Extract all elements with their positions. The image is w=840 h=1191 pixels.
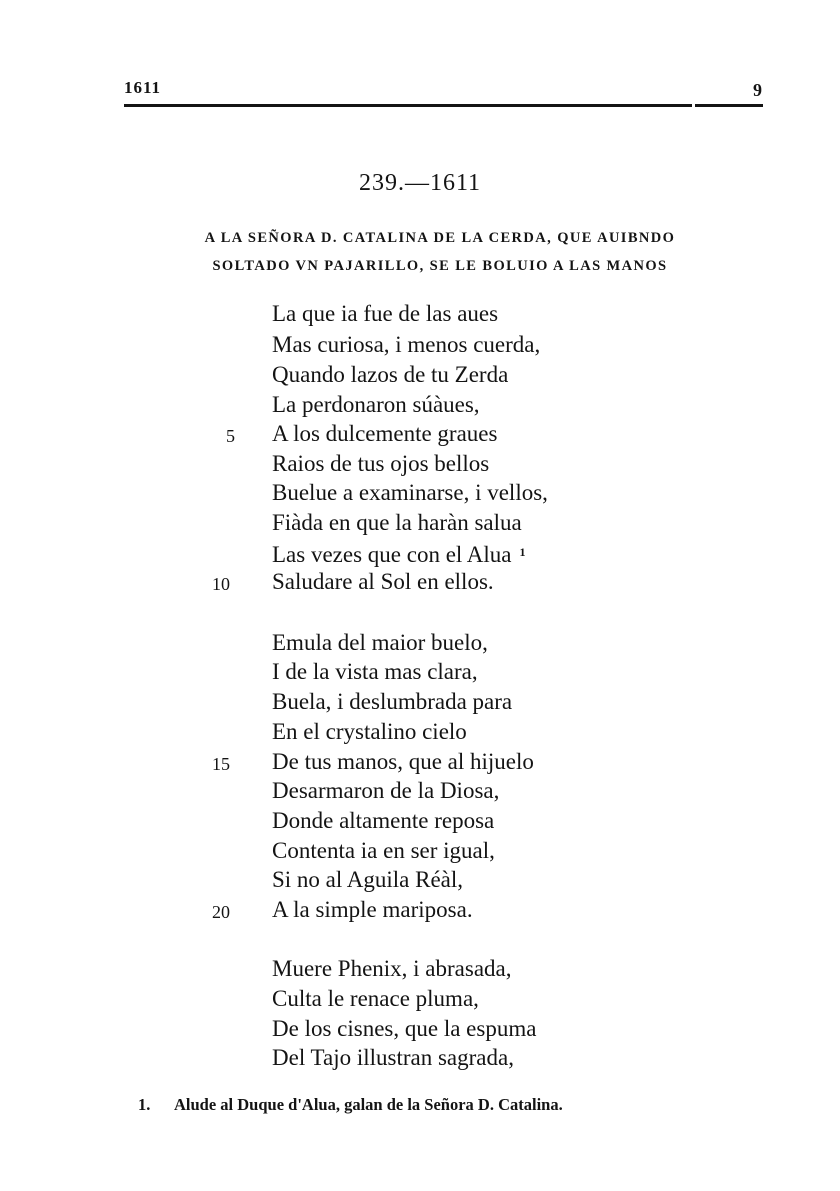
verse-line: Emula del maior buelo, [272,630,488,655]
verse-line: A los dulcemente graues [272,421,498,446]
verse-line: Desarmaron de la Diosa, [272,778,500,803]
verse-line: De tus manos, que al hijuelo [272,749,534,774]
verse-line: De los cisnes, que la espuma [272,1016,537,1041]
verse-text: Las vezes que con el Alua [272,542,512,567]
verse-line: Buela, i deslumbrada para [272,689,513,714]
verse-line: La perdonaron súàues, [272,392,480,417]
poem-title-line: A LA SEÑORA D. CATALINA DE LA CERDA, QUE AUIBNDO [204,230,676,246]
line-number: 10 [212,574,230,594]
verse-line [272,538,526,569]
verse-line: La que ia fue de las aues [272,301,499,326]
verse-line: Donde altamente reposa [272,808,495,833]
poem-title-line: SOLTADO VN PAJARILLO, SE LE BOLUIO A LAS MANOS [212,258,668,274]
footnote-reference: 1 [519,545,526,559]
verse-line: A la simple mariposa. [272,897,473,922]
footnote [138,1095,563,1115]
verse-line: Quando lazos de tu Zerda [272,362,509,387]
line-number: 20 [212,902,230,922]
verse-line: Culta le renace pluma, [272,986,479,1011]
line-number: 5 [226,426,235,446]
verse-line: En el crystalino cielo [272,719,467,744]
poem-title [110,224,770,280]
verse-line: Saludare al Sol en ellos. [272,569,494,594]
header-rule-short [695,104,763,107]
running-head [124,78,764,98]
poem-number: 239.—1611 [358,170,482,196]
line-number: 15 [212,754,230,774]
verse-line: I de la vista mas clara, [272,659,478,684]
header-rule [124,104,692,107]
verse-line: Contenta ia en ser igual, [272,838,495,863]
verse-line: Fiàda en que la haràn salua [272,510,522,535]
running-head-year: 1611 [124,78,162,97]
verse-line: Del Tajo illustran sagrada, [272,1045,514,1070]
verse-line: Mas curiosa, i menos cuerda, [272,332,541,357]
verse-line: Si no al Aguila Réàl, [272,867,464,892]
page-number: 9 [753,80,762,100]
footnote-number: 1. [138,1095,151,1114]
verse-line: Buelue a examinarse, i vellos, [272,480,548,505]
verse-line: Muere Phenix, i abrasada, [272,956,512,981]
verse-line: Raios de tus ojos bellos [272,451,490,476]
footnote-text: Alude al Duque d'Alua, galan de la Señora D. Catalina. [174,1095,563,1114]
